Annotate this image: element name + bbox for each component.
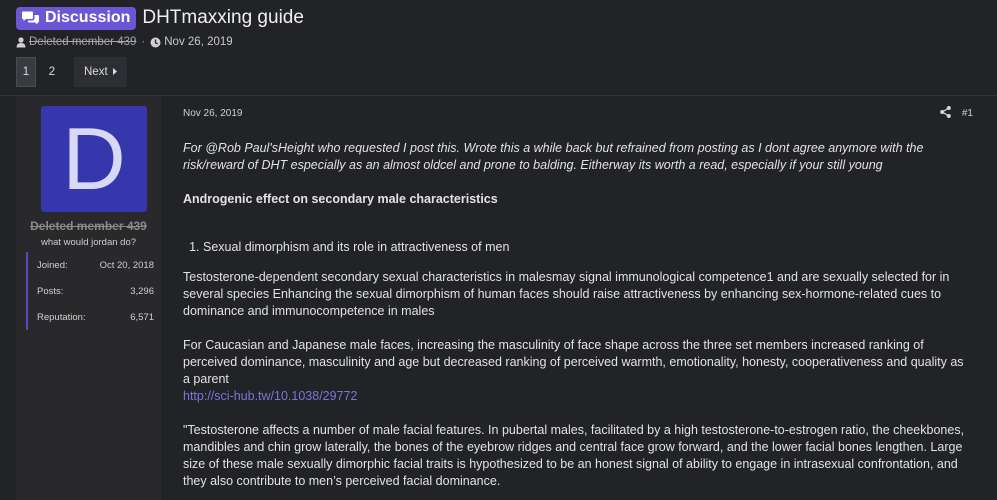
author-panel — [16, 96, 161, 500]
clock-icon — [150, 37, 161, 48]
post-number[interactable]: #1 — [961, 107, 973, 119]
stat-posts — [26, 278, 155, 304]
stat-value: 6,571 — [130, 311, 154, 323]
thread-date[interactable]: Nov 26, 2019 — [164, 36, 233, 48]
stat-reputation — [26, 304, 155, 330]
author-stats — [26, 252, 155, 330]
post-tools — [940, 106, 973, 121]
stat-value: Oct 20, 2018 — [99, 259, 154, 271]
caret-right-icon — [113, 66, 117, 78]
author-name[interactable]: Deleted member 439 — [30, 219, 147, 233]
stat-value: 3,296 — [130, 285, 154, 297]
post-heading: Androgenic effect on secondary male characteristics — [183, 192, 498, 206]
source-link[interactable]: http://sci-hub.tw/10.1038/29772 — [183, 389, 358, 403]
discussion-badge[interactable] — [16, 7, 136, 30]
post-header — [183, 105, 973, 121]
post-date[interactable]: Nov 26, 2019 — [183, 107, 243, 119]
thread-author[interactable]: Deleted member 439 — [29, 36, 137, 48]
list-item: 1. Sexual dimorphism and its role in attractiveness of men — [203, 239, 973, 256]
post-paragraph: "Testosterone affects a number of male facial features. In pubertal males, facilitated by a high testosterone-to-estrogen ratio, the cheekbones, mandibles and chin grow laterally, the bones of the eyebrow ridges and central face grow forward, and the lower facial bones lengthen. Large size of these male sexually dimorphic facial traits is hypothesized to be an honest signal of ability to engage in intrasexual confrontation, and they also contribute to men’s perceived facial dominance. — [183, 423, 965, 488]
next-label: Next — [84, 66, 108, 78]
pagination — [16, 57, 127, 87]
stat-joined — [26, 252, 155, 278]
next-page-button[interactable] — [74, 57, 127, 87]
comments-icon — [21, 11, 40, 26]
stat-label: Reputation: — [37, 311, 86, 323]
share-icon[interactable] — [940, 106, 951, 121]
author-tagline: what would jordan do? — [40, 237, 137, 248]
post-intro: For @Rob Paul'sHeight who requested I post this. Wrote this a while back but refrained from posting as I dont agree anymore with the risk/reward of DHT especially as an almost oldcel and prone to balding. Eitherway its worth a read, especially if your still young — [183, 141, 924, 172]
post-paragraph: Testosterone-dependent secondary sexual characteristics in malesmay signal immunological competence1 and are sexually selected for in several species Enhancing the sexual dimorphism of human faces should raise attractiveness by enhancing sex-hormone-related cues to dominance and immunocompetence in males — [183, 270, 950, 318]
avatar[interactable] — [41, 106, 147, 212]
badge-label: Discussion — [45, 9, 131, 26]
avatar-letter: D — [62, 109, 126, 208]
meta-separator: · — [141, 36, 146, 48]
page-2-button[interactable]: 2 — [48, 66, 56, 78]
post-body — [183, 140, 973, 490]
thread-meta — [16, 34, 233, 50]
stat-label: Posts: — [37, 285, 64, 297]
page-1-button[interactable]: 1 — [16, 57, 36, 87]
numbered-list — [183, 239, 973, 256]
post-paragraph: For Caucasian and Japanese male faces, increasing the masculinity of face shape across the three set members increased ranking of perceived dominance, masculinity and age but decreased ranking of perceived warmth, emotionality, honesty, cooperativeness and quality as a parent — [183, 338, 964, 386]
user-icon — [16, 37, 26, 48]
stat-label: Joined: — [37, 259, 68, 271]
page-title: DHTmaxxing guide — [142, 7, 304, 28]
thread-title-row — [16, 6, 304, 30]
